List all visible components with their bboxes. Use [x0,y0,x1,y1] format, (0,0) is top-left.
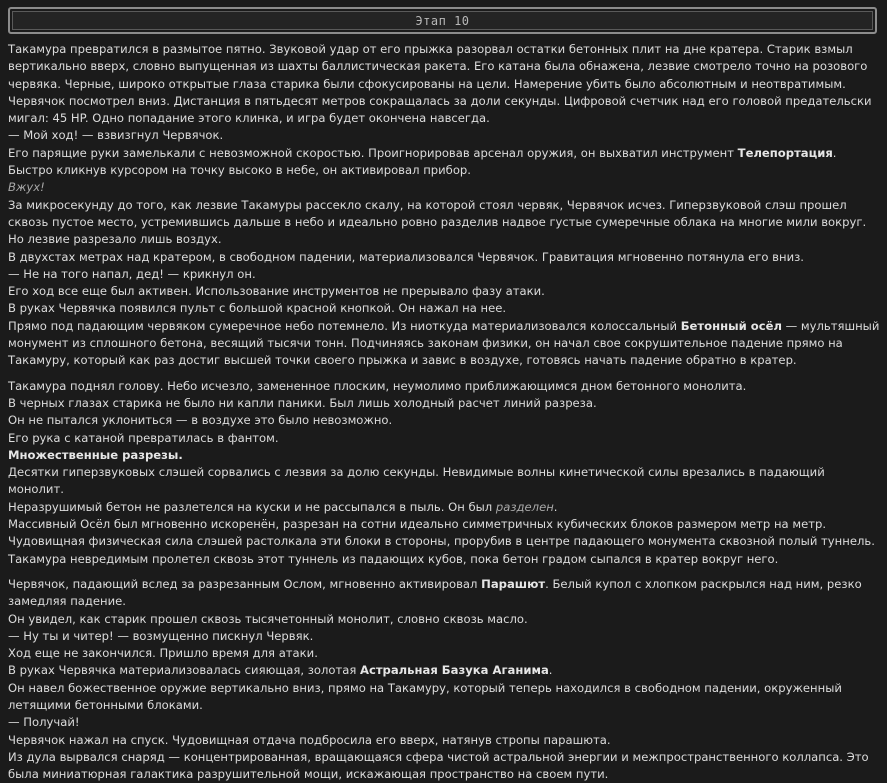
story-paragraph: Его парящие руки замелькали с невозможной скоростью. Проигнорировав арсенал оружия, он выхватил инструмент Телепортация. Быстро кликнув курсором на точку высоко в небе, он активировал прибор. [8,145,837,178]
stage-header [8,7,877,34]
story-paragraph: Он увидел, как старик прошел сквозь тысячетонный монолит, словно сквозь масло. [8,611,528,626]
story-text [8,41,880,783]
story-paragraph: Но лезвие разрезало лишь воздух. [8,232,222,247]
story-paragraph: Он навел божественное оружие вертикально вниз, прямо на Такамуру, который теперь находился в свободном падении, окруженный летящими бетонными блоками. [8,680,842,712]
story-paragraph: За микросекунду до того, как лезвие Такамуры рассекло скалу, на которой стоял червяк, Червячок исчез. Гиперзвуковой слэш прошел сквозь пустое место, устремившись дальше в небо и идеально ровно разделив надвое густые сумеречные облака на многие мили вокруг. [8,197,867,229]
story-paragraph: В черных глазах старика не было ни капли паники. Был лишь холодный расчет линий разреза. [8,395,597,410]
sound-effect: Вжух! [8,180,45,195]
story-paragraph: Неразрушимый бетон не разлетелся на куски и не рассыпался в пыль. Он был разделен. [8,499,558,514]
story-paragraph: Червячок, падающий вслед за разрезанным Ослом, мгновенно активировал Парашют. Белый купол с хлопком раскрылся над ним, резко замедляя падение. [8,576,862,609]
story-paragraph: Его ход все еще был активен. Использование инструментов не прерывало фазу атаки. [8,284,545,299]
story-paragraph: В руках Червячка появился пульт с большой красной кнопкой. Он нажал на нее. [8,301,507,316]
story-paragraph: Ход еще не закончился. Пришло время для атаки. [8,646,318,661]
story-paragraph: Его рука с катаной превратилась в фантом. [8,430,279,445]
story-paragraph: Из дула вырвался снаряд — концентрированная, вращающаяся сфера чистой астральной энергии и межпространственного коллапса. Это была миниатюрная галактика разрушительной мощи, искажающая пространство на своем пути. [8,749,869,782]
story-paragraph: В двухстах метрах над кратером, в свободном падении, материализовался Червячок. Гравитация мгновенно потянула его вниз. [8,249,804,264]
emphasis-divided: разделен [495,499,554,514]
story-paragraph: Червячок посмотрел вниз. Дистанция в пятьдесят метров сокращалась за доли секунды. Цифровой счетчик над его головой предательски мигал: 45 HP. Одно попадание этого клинка, и игра будет окончена навсегда. [8,93,872,126]
item-name-concrete-donkey: Бетонный осёл [680,318,782,333]
story-paragraph: В руках Червячка материализовалась сияющая, золотая Астральная Базука Аганима. [8,663,553,678]
story-paragraph: — Ну ты и читер! — возмущенно пискнул Червяк. [8,628,314,643]
item-name-parachute: Парашют [481,576,546,591]
story-paragraph: Он не пытался уклониться — в воздухе это было невозможно. [8,413,393,428]
story-paragraph: — Мой ход! — взвизгнул Червячок. [8,128,224,143]
story-paragraph: — Не на того напал, дед! — крикнул он. [8,266,256,281]
story-paragraph: Червячок нажал на спуск. Чудовищная отдача подбросила его вверх, натянув стропы парашюта. [8,732,611,747]
story-paragraph: Прямо под падающим червяком сумеречное небо потемнело. Из ниоткуда материализовался колоссальный Бетонный осёл — мультяшный монумент из сплошного бетона, весящий тысячи тонн. Подчиняясь законам физики, он начал свое сокрушительное падение прямо на Такамуру, который как раз достиг высшей точки своего прыжка и завис в воздухе, готовясь начать падение обратно в кратер. [8,318,880,368]
skill-name-multiple-cuts: Множественные разрезы. [8,447,183,462]
item-name-astral-bazooka: Астральная Базука Аганима [359,663,549,678]
story-paragraph: — Получай! [8,715,80,730]
story-paragraph: Такамура поднял голову. Небо исчезло, замененное плоским, неумолимо приближающимся дном бетонного монолита. [8,378,747,393]
story-paragraph: Такамура превратился в размытое пятно. Звуковой удар от его прыжка разорвал остатки бетонных плит на дне кратера. Старик взмыл вертикально вверх, словно выпущенная из шахты баллистическая ракета. Его катана была обнажена, лезвие смотрело точно на розового червяка. Черные, широко открытые глаза старика были сфокусированы на цели. Намерение убить было абсолютным и неотвратимым. [8,42,868,91]
story-paragraph: Такамура невредимым пролетел сквозь этот туннель из падающих кубов, пока бетон градом сыпался в кратер вокруг него. [8,551,779,566]
stage-title: Этап 10 [415,13,470,28]
story-paragraph: Массивный Осёл был мгновенно искоренён, разрезан на сотни идеально симметричных кубических блоков размером метр на метр. Чудовищная физическая сила слэшей растолкала эти блоки в стороны, прорубив в центре падающего монумента сквозной полый туннель. [8,517,875,549]
story-paragraph: Десятки гиперзвуковых слэшей сорвались с лезвия за долю секунды. Невидимые волны кинетической силы врезались в падающий монолит. [8,465,825,497]
item-name-teleport: Телепортация [737,145,833,160]
